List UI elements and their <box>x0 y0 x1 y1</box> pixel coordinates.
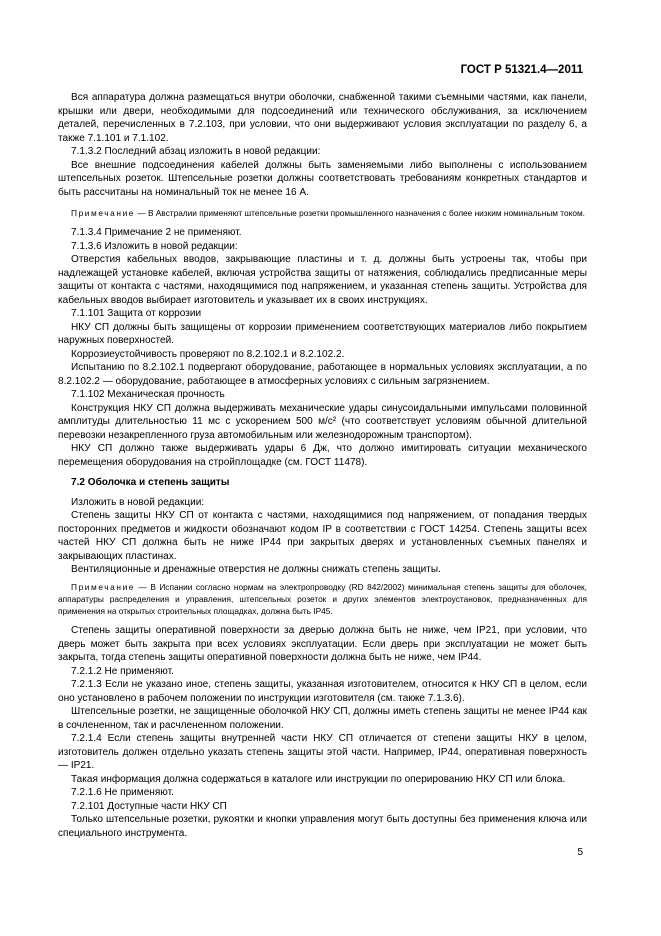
paragraph: 7.1.3.6 Изложить в новой редакции: <box>71 240 238 252</box>
paragraph: Штепсельные розетки, не защищенные оболочкой НКУ СП, должны иметь степень защиты не менее IP44 как в сочлененном, так и расчлененном положении. <box>58 706 587 731</box>
paragraph: Вся аппаратура должна размещаться внутри оболочки, снабженной такими съемными частями, как панели, крышки или двери, необходимыми для подсоединений или технического обслуживания, за исключением деталей, перечисленных в 7.2.103, при условии, что они выдерживают условия эксплуатации по разделу 6, а также 7.1.101 и 7.1.102. <box>58 92 587 144</box>
note-text: — В Австралии применяют штепсельные розетки промышленного назначения с более низким номинальным током. <box>135 208 585 218</box>
note-label: Примечание <box>71 208 136 218</box>
page-body <box>58 91 587 840</box>
paragraph: НКУ СП должны быть защищены от коррозии применением соответствующих материалов либо покрытием наружных поверхностей. <box>58 321 587 347</box>
paragraph: НКУ СП должно также выдерживать удары 6 Дж, что должно имитировать ситуации механического перемещения оборудования на стройплощадке (см. ГОСТ 11478). <box>58 443 587 468</box>
paragraph: Испытанию по 8.2.102.1 подвергают оборудование, работающее в нормальных условиях эксплуатации, а по 8.2.102.2 — оборудование, работающее в атмосферных условиях с сильным загрязнением. <box>58 362 587 387</box>
page-number: 5 <box>577 847 583 858</box>
paragraph: Степень защиты оперативной поверхности за дверью должна быть не ниже, чем IP21, при условии, что дверь может быть закрыта при всех условиях эксплуатации. Если дверь при эксплуатации не может быть закрыта, тогда степень защиты оперативной поверхности должна быть не ниже, чем IP44. <box>58 625 587 664</box>
paragraph: 7.2.1.3 Если не указано иное, степень защиты, указанная изготовителем, относится к НКУ СП в целом, если оно установлено в рабочем положении по инструкции изготовителя (см. также 7.1.3.6). <box>58 679 587 704</box>
paragraph: Коррозиеустойчивость проверяют по 8.2.102.1 и 8.2.102.2. <box>71 348 345 360</box>
note <box>58 581 587 618</box>
paragraph: Конструкция НКУ СП должна выдерживать механические удары синусоидальными импульсами половинной амплитуды длительностью 11 мс с ускорением 500 м/с² (что соответствует условиям обычной длительной перевозки незакрепленного груза автомобильным или железнодорожным транспортом). <box>58 402 587 441</box>
paragraph: 7.1.102 Механическая прочность <box>71 389 225 401</box>
section-heading: 7.2 Оболочка и степень защиты <box>71 477 230 489</box>
paragraph: Вентиляционные и дренажные отверстия не должны снижать степень защиты. <box>71 564 441 576</box>
paragraph: 7.2.1.2 Не применяют. <box>71 665 174 677</box>
paragraph: 7.2.101 Доступные части НКУ СП <box>71 800 227 812</box>
paragraph: Такая информация должна содержаться в каталоге или инструкции по оперированию НКУ СП или блока. <box>71 773 566 785</box>
paragraph: 7.1.3.4 Примечание 2 не применяют. <box>71 227 242 239</box>
paragraph: Изложить в новой редакции: <box>71 496 205 508</box>
note-label: Примечание <box>71 581 136 592</box>
paragraph: 7.2.1.4 Если степень защиты внутренней части НКУ СП отличается от степени защиты НКУ в целом, изготовитель должен отдельно указать степень защиты этой части. Например, IP44, оперативная поверхность — IP21. <box>58 733 587 772</box>
paragraph: 7.1.101 Защита от коррозии <box>71 308 202 320</box>
paragraph: Степень защиты НКУ СП от контакта с частями, находящимися под напряжением, от попадания твердых посторонних предметов и жидкости обозначают кодом IP в соответствии с ГОСТ 14254. Степень защиты всех частей НКУ СП должна быть не ниже IP44 при закрытых дверях и установленных съемных панелях и закрывающих пластинах. <box>58 510 587 562</box>
paragraph: Все внешние подсоединения кабелей должны быть заменяемыми либо выполнены с использованием штепсельных розеток. Штепсельные розетки должны соответствовать требованиям конкретных стандартов и быть рассчитаны на номинальный ток не менее 16 А. <box>58 159 587 198</box>
document-header: ГОСТ Р 51321.4—2011 <box>460 64 583 76</box>
paragraph: Отверстия кабельных вводов, закрывающие пластины и т. д. должны быть устроены так, чтобы при надлежащей установке кабелей, включая устройства защиты от натяжения, соблюдались предписанные меры защиты от контакта с частями, находящимися под напряжением, и указанная степень защиты. Устройства для кабельных вводов выбирает изготовитель и указывает их в своих инструкциях. <box>58 254 587 306</box>
paragraph: 7.1.3.2 Последний абзац изложить в новой редакции: <box>71 146 321 157</box>
paragraph: 7.2.1.6 Не применяют. <box>71 787 174 799</box>
paragraph: Только штепсельные розетки, рукоятки и кнопки управления могут быть доступны без применения ключа или специального инструмента. <box>58 814 587 839</box>
note-text: — В Испании согласно нормам на электропроводку (RD 842/2002) минимальная степень защиты для оболочек, аппаратуры распределения и управления, штепсельных розеток и других элементов электроустановок, предназначенных для применения на открытых строительных площадках, должна быть IP45. <box>58 581 587 617</box>
note <box>58 207 587 219</box>
